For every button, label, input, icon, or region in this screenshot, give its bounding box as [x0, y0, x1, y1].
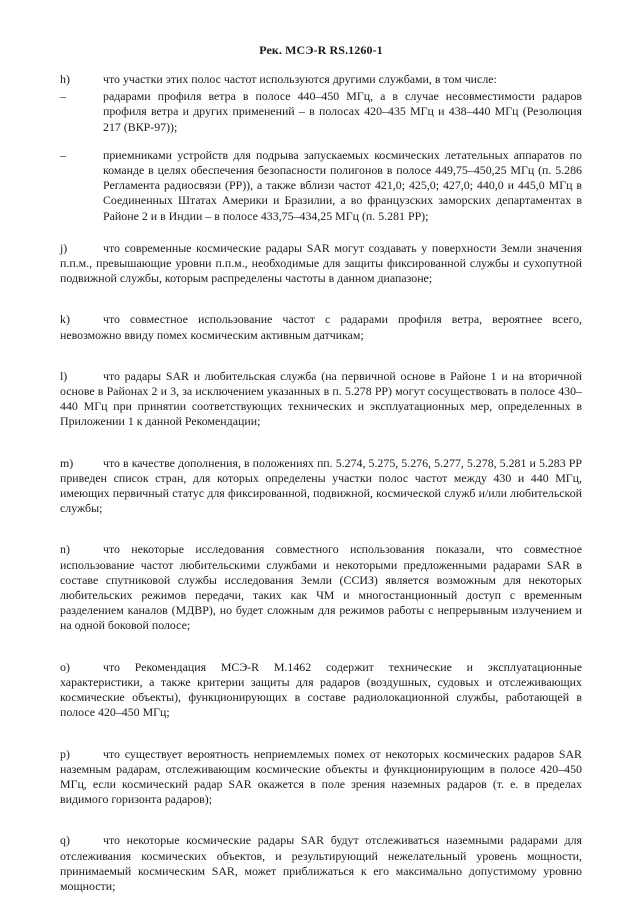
paragraph-text: что Рекомендация МСЭ-R M.1462 содержит технические и эксплуатационные характеристики, а также критерии защиты для радаров (воздушных, судовых и отслеживающих космические объекты), функционирующих в составе радиолокационной службы, работающей в полосе 420–450 МГц; [60, 659, 582, 720]
paragraph-m [60, 456, 582, 517]
paragraph-text: что некоторые космические радары SAR будут отслеживаться наземными радарами для отслеживания космических объектов, и результирующий нежелательный уровень мощности, принимаемый космическим SAR, может приближаться к его максимально допустимому уровню мощности; [60, 833, 582, 893]
paragraph-text: что совместное использование частот с радарами профиля ветра, вероятнее всего, невозможно ввиду помех космическим активным датчикам; [60, 312, 582, 342]
bullet-mark: – [60, 147, 66, 162]
page-header: Рек. МСЭ-R RS.1260-1 [259, 43, 383, 57]
paragraph-l [60, 369, 582, 430]
paragraph-text: что в качестве дополнения, в положениях пп. 5.274, 5.275, 5.276, 5.277, 5.278, 5.281 и 5.283 РР приведен список стран, для которых определены участки полос частот между 430 и 440 МГц, имеющих первичный статус для фиксированной, подвижной, космической служб и/или любительской службы; [60, 455, 582, 516]
bullet-mark: – [60, 89, 66, 104]
paragraph-o [60, 660, 582, 721]
paragraph-text: что радары SAR и любительская служба (на первичной основе в Районе 1 и на вторичной основе в Районах 2 и 3, за исключением указанных в п. 5.278 РР) могут сосуществовать в полосе 430–440 МГц при принятии соответствующих технических и эксплуатационных мер, определенных в Приложении 1 к данной Рекомендации; [60, 368, 582, 429]
paragraph-label: o) [60, 659, 70, 674]
paragraph-label: l) [60, 368, 68, 383]
paragraph-label: j) [60, 240, 68, 255]
paragraph-k [60, 312, 582, 342]
paragraph-text: что некоторые исследования совместного использования показали, что совместное использование частот любительскими службами и некоторыми предложенными радарами SAR в составе спутниковой службы исследования Земли (ССИЗ) является возможным для некоторых любительских режимов передачи, таких как ЧМ и многостанционный доступ с временным разделением каналов (МДВР), но будет сложным для режимов работы с непрерывным излучением и на одной боковой полосе; [60, 542, 582, 633]
paragraph-n [60, 542, 582, 633]
paragraph-p [60, 747, 582, 808]
paragraph-j [60, 241, 582, 287]
paragraph-text: что современные космические радары SAR могут создавать у поверхности Земли значения п.п.м., превышающие уровни п.п.м., необходимые для защиты фиксированной службы и сухопутной подвижной службы, которым распределены частоты в данном диапазоне; [60, 240, 582, 286]
paragraph-label: n) [60, 542, 70, 557]
paragraph-label: m) [60, 455, 74, 470]
paragraph-label: q) [60, 833, 70, 848]
paragraph-label: p) [60, 746, 70, 761]
item-h-intro [60, 72, 582, 87]
bullet-item [60, 89, 582, 135]
paragraph-text: что существует вероятность неприемлемых помех от некоторых космических радаров SAR наземным радарам, отслеживающим космические объекты и функционирующим в полосе 420–450 МГц, если космический радар SAR окажется в поле зрения наземных радаров (т. е. в пределах видимого горизонта радаров); [60, 746, 582, 807]
paragraph-label: k) [60, 312, 70, 327]
bullet-text: приемниками устройств для подрыва запускаемых космических летательных аппаратов по команде в целях обеспечения безопасности полигонов в полосе 449,75–450,25 МГц (п. 5.286 Регламента радиосвязи (РР)), а также вблизи частот 421,0; 425,0; 427,0; 440,0 и 445,0 МГц в Соединенных Штатах Америки и Бразилии, а во французских заморских департаментах в Районе 2 и в Индии – в полосе 433,75–434,25 МГц (п. 5.281 РР); [103, 147, 582, 223]
paragraph-q [60, 833, 582, 894]
item-label: h) [60, 72, 70, 86]
bullet-text: радарами профиля ветра в полосе 440–450 МГц, а в случае несовместимости радаров профиля ветра и других применений – в полосах 420–435 МГц и 438–440 МГц (Резолюция 217 (ВКР-97)); [103, 89, 582, 134]
item-text: что участки этих полос частот используются другими службами, в том числе: [103, 72, 497, 86]
item-h [60, 72, 582, 224]
bullet-item [60, 148, 582, 224]
